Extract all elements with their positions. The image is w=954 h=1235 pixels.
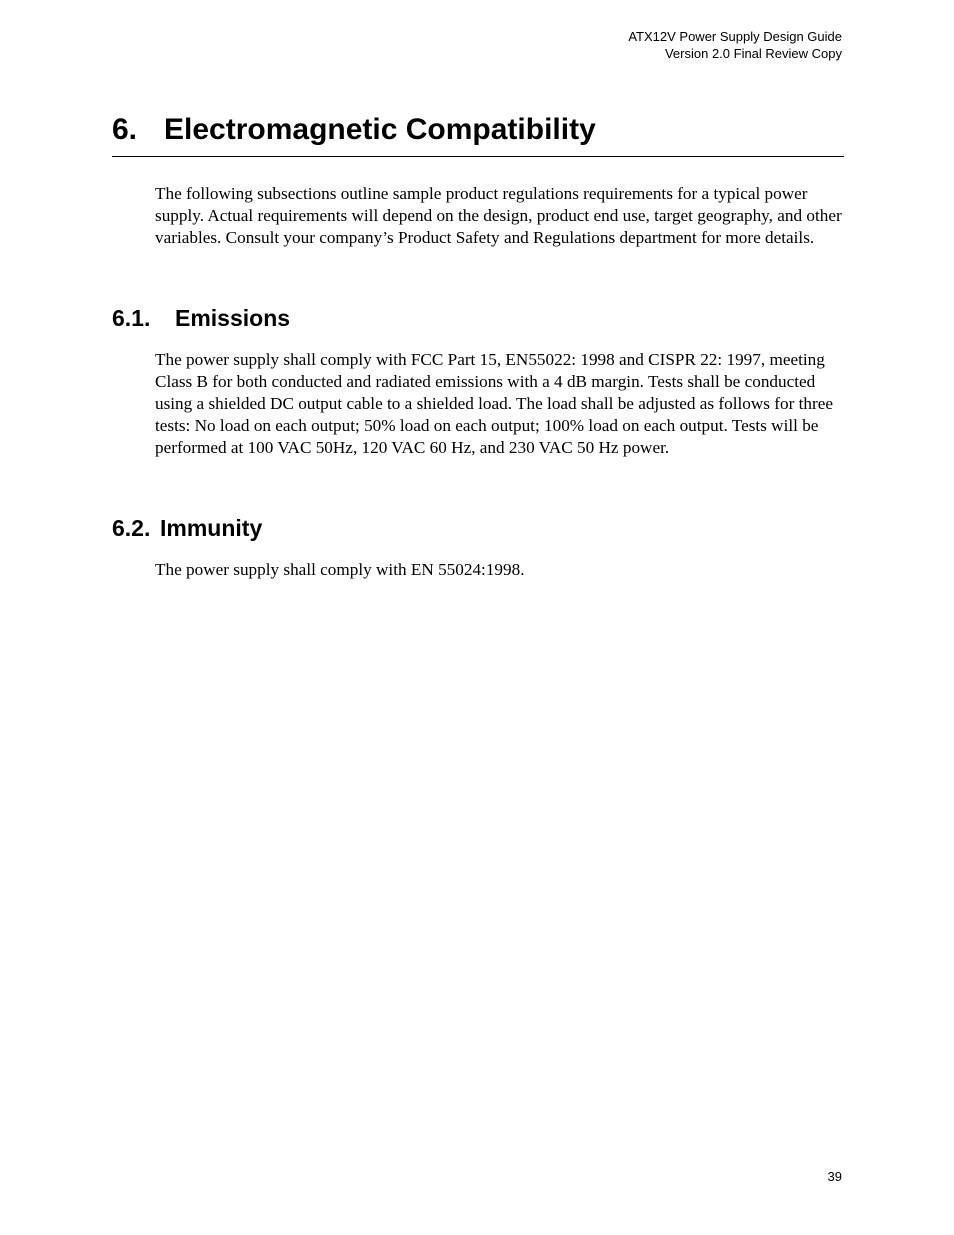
header-document-title: ATX12V Power Supply Design Guide bbox=[628, 29, 842, 44]
immunity-paragraph: The power supply shall comply with EN 55024:1998. bbox=[155, 560, 525, 579]
chapter-number: 6. bbox=[112, 113, 138, 146]
section-title: Immunity bbox=[160, 515, 263, 541]
section-number: 6.2. bbox=[112, 515, 151, 541]
header-version: Version 2.0 Final Review Copy bbox=[664, 46, 842, 61]
chapter-intro-paragraph: The following subsections outline sample product regulations requirements for a typical power supply. Actual requirements will depend on the design, product end use, target geography, and other variables. Consult your company’s Product Safety and Regulations department for more details. bbox=[155, 184, 842, 247]
chapter-heading bbox=[112, 110, 844, 157]
chapter-title: Electromagnetic Compatibility bbox=[164, 113, 596, 146]
emissions-paragraph: The power supply shall comply with FCC Part 15, EN55022: 1998 and CISPR 22: 1997, meeting Class B for both conducted and radiated emissions with a 4 dB margin. Tests shall be conducted using a shielded DC output cable to a shielded load. The load shall be adjusted as follows for three tests: No load on each output; 50% load on each output; 100% load on each output. Tests will be performed at 100 VAC 50Hz, 120 VAC 60 Hz, and 230 VAC 50 Hz power. bbox=[155, 350, 833, 457]
page-number: 39 bbox=[827, 1169, 842, 1184]
section-heading-emissions bbox=[112, 304, 290, 332]
section-title: Emissions bbox=[175, 305, 291, 331]
running-header bbox=[628, 28, 842, 62]
section-number: 6.1. bbox=[112, 305, 151, 331]
section-heading-immunity bbox=[112, 514, 262, 542]
